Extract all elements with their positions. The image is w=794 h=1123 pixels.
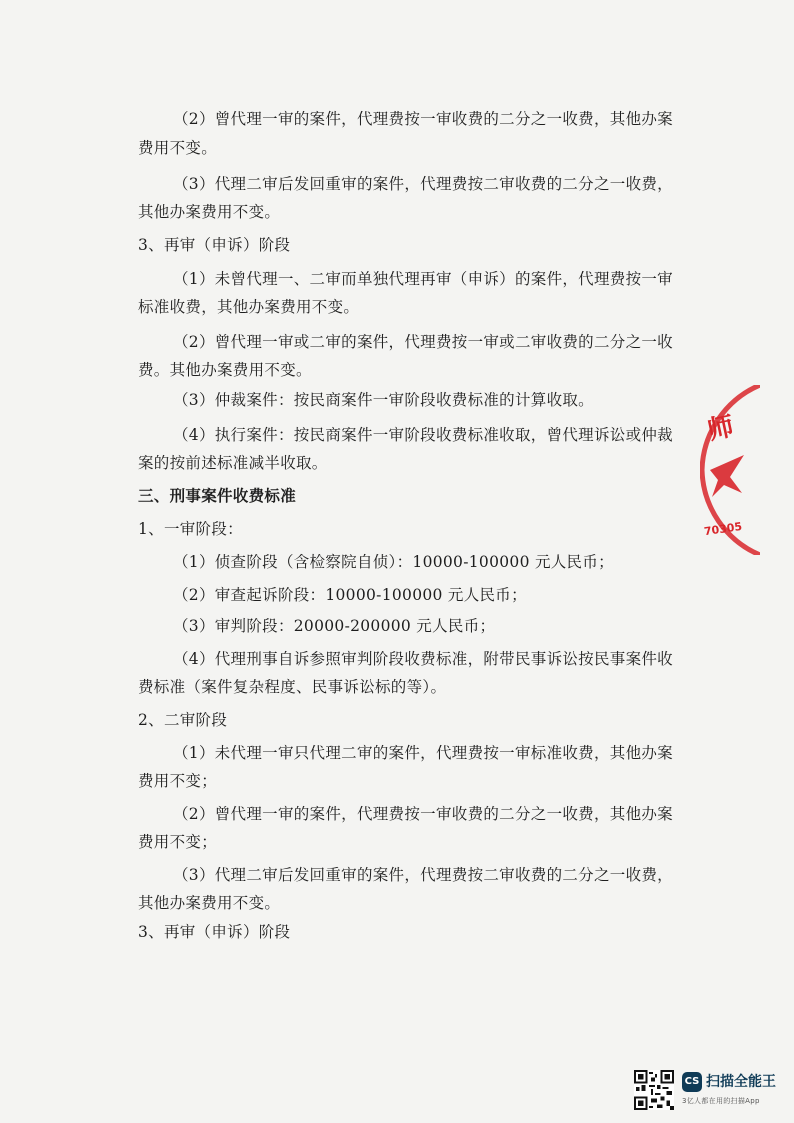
seal-char: 师	[704, 411, 737, 447]
red-seal-stamp	[700, 385, 760, 555]
text-line: 费用不变。	[138, 139, 218, 157]
text-line: 案的按前述标准减半收取。	[138, 454, 328, 472]
qr-code-icon	[634, 1070, 674, 1110]
text-line: （2）曾代理一审的案件，代理费按一审收费的二分之一收费，其他办案	[173, 805, 673, 823]
text-line: （3）代理二审后发回重审的案件，代理费按二审收费的二分之一收费，	[173, 866, 673, 884]
text-line: （1）侦查阶段（含检察院自侦）：10000-100000 元人民币；	[173, 553, 614, 571]
camscanner-logo-icon: CS	[682, 1072, 702, 1092]
text-line: （4）代理刑事自诉参照审判阶段收费标准，附带民事诉讼按民事案件收	[173, 650, 673, 668]
watermark-tagline: 3亿人都在用的扫描App	[682, 1097, 760, 1105]
text-line: （3）审判阶段：20000-200000 元人民币；	[173, 617, 496, 635]
section-heading: 1、一审阶段：	[138, 520, 243, 538]
text-line: （1）未曾代理一、二审而单独代理再审（申诉）的案件，代理费按一审	[173, 270, 673, 288]
text-line: （2）曾代理一审或二审的案件，代理费按一审或二审收费的二分之一收	[173, 333, 673, 351]
chapter-heading: 三、刑事案件收费标准	[138, 486, 297, 505]
text-line: 费。其他办案费用不变。	[138, 361, 312, 379]
text-line: 费标准（案件复杂程度、民事诉讼标的等）。	[138, 678, 447, 696]
text-line: 其他办案费用不变。	[138, 203, 281, 221]
text-line: （2）曾代理一审的案件，代理费按一审收费的二分之一收费，其他办案	[173, 110, 673, 128]
text-line: （3）仲裁案件：按民商案件一审阶段收费标准的计算收取。	[173, 391, 594, 409]
text-line: （4）执行案件：按民商案件一审阶段收费标准收取，曾代理诉讼或仲裁	[173, 426, 673, 444]
text-line: 费用不变；	[138, 833, 218, 851]
section-heading: 2、二审阶段	[138, 711, 228, 729]
section-heading: 3、再审（申诉）阶段	[138, 236, 291, 254]
text-line: 其他办案费用不变。	[138, 894, 281, 912]
text-line: （3）代理二审后发回重审的案件，代理费按二审收费的二分之一收费，	[173, 175, 673, 193]
text-line: （2）审查起诉阶段：10000-100000 元人民币；	[173, 586, 527, 604]
watermark-brand: 扫描全能王	[706, 1074, 776, 1090]
section-heading: 3、再审（申诉）阶段	[138, 923, 291, 941]
text-line: 标准收费，其他办案费用不变。	[138, 298, 360, 316]
seal-digits: 70305	[703, 519, 743, 539]
text-line: 费用不变；	[138, 772, 218, 790]
text-line: （1）未代理一审只代理二审的案件，代理费按一审标准收费，其他办案	[173, 744, 673, 762]
scanner-watermark	[634, 1068, 784, 1112]
